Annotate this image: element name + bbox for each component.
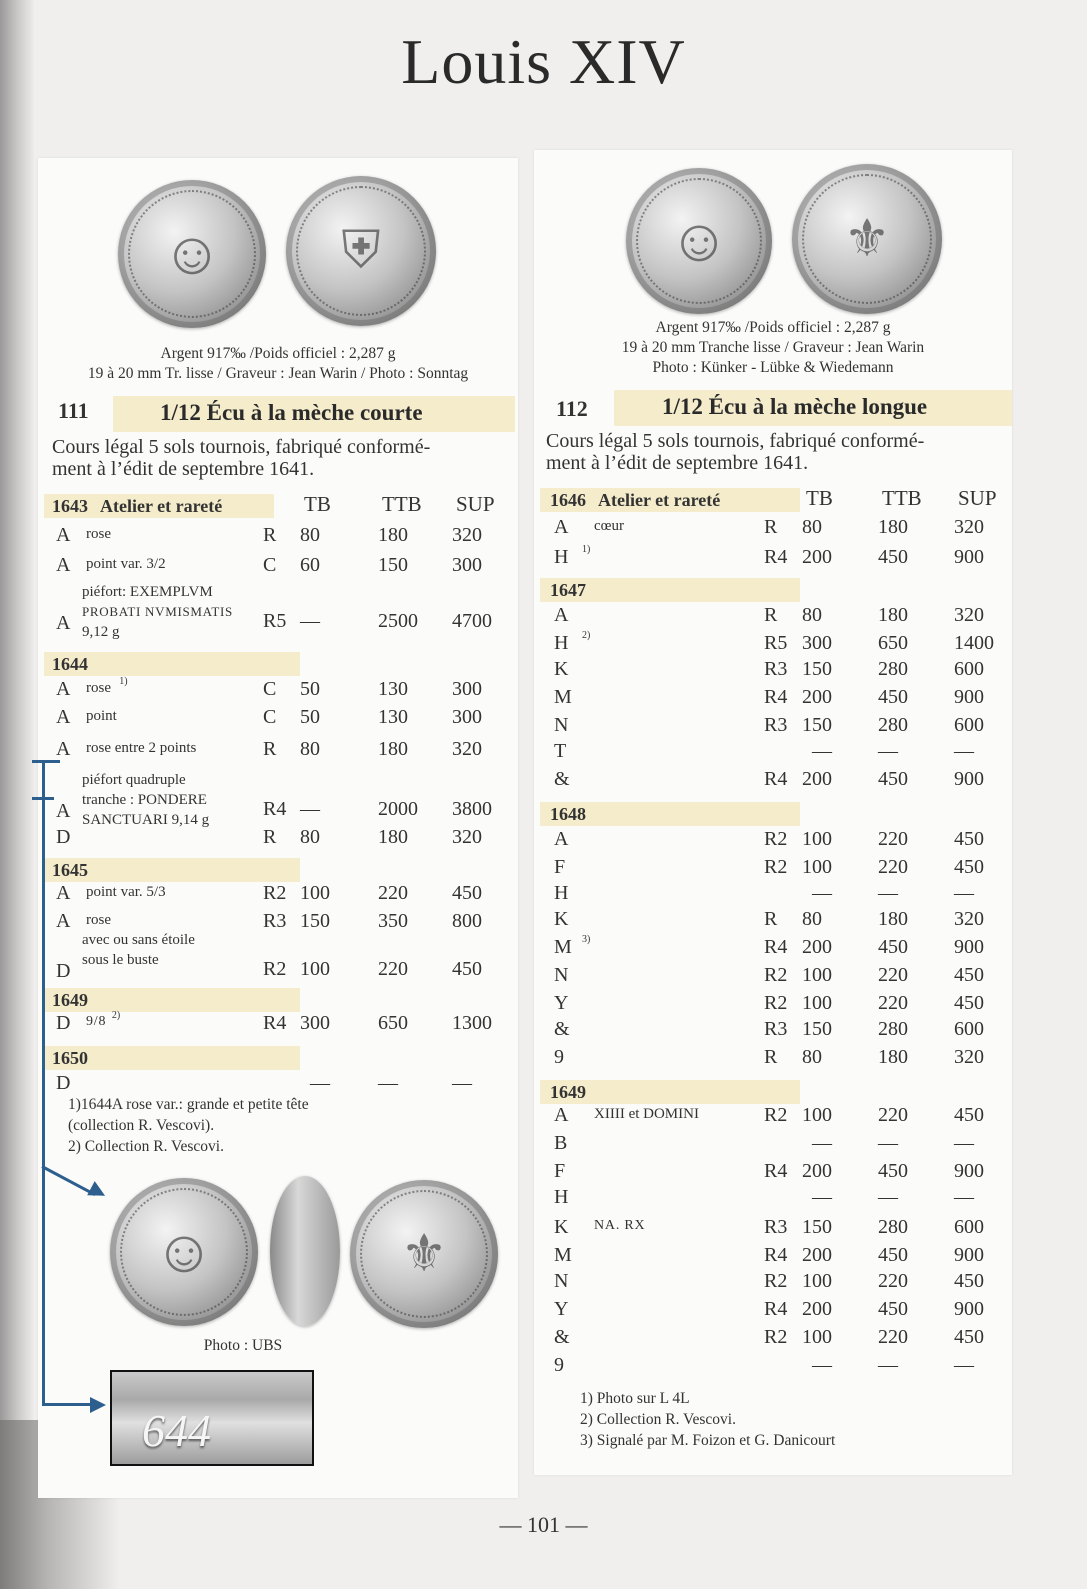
- rarity: R2: [764, 1104, 788, 1126]
- rarity: C: [263, 678, 277, 700]
- price-tb: 100: [300, 882, 330, 904]
- price-ttb: 280: [878, 1216, 908, 1238]
- book-gutter: [0, 0, 34, 1589]
- price-ttb: 450: [878, 936, 908, 958]
- mint-letter: F: [554, 1160, 566, 1182]
- price-sup: 900: [954, 686, 984, 708]
- coin-obverse-icon: ☺: [118, 180, 266, 328]
- price-sup: 4700: [452, 610, 492, 632]
- price-ttb: 180: [378, 738, 408, 760]
- catalog-entry-112: [534, 150, 1012, 1475]
- price-sup: 320: [452, 738, 482, 760]
- year-label: 1647: [550, 580, 586, 600]
- catalog-number: 112: [556, 396, 588, 421]
- coin-reverse-icon: ⛨: [286, 176, 436, 326]
- header-ttb: TTB: [382, 492, 422, 516]
- mint-letter: H: [554, 882, 569, 904]
- price-tb: 200: [802, 1160, 832, 1182]
- rarity: R2: [263, 958, 287, 980]
- price-tb: 100: [300, 958, 330, 980]
- price-tb: —: [812, 1354, 832, 1376]
- price-tb: —: [812, 740, 832, 762]
- price-sup: 800: [452, 910, 482, 932]
- price-tb: 50: [300, 678, 320, 700]
- price-ttb: 450: [878, 768, 908, 790]
- rarity: R: [764, 1046, 778, 1068]
- price-sup: 1300: [452, 1012, 492, 1034]
- rarity: R3: [263, 910, 287, 932]
- price-sup: 320: [954, 604, 984, 626]
- row-description: 9,12 g: [82, 624, 120, 640]
- mint-letter: F: [554, 856, 566, 878]
- price-ttb: 2000: [378, 798, 418, 820]
- price-ttb: 650: [378, 1012, 408, 1034]
- price-sup: —: [954, 1186, 974, 1208]
- rarity: R4: [263, 1012, 287, 1034]
- price-sup: 3800: [452, 798, 492, 820]
- price-tb: 50: [300, 706, 320, 728]
- price-sup: 450: [954, 992, 984, 1014]
- row-description: point: [86, 708, 117, 724]
- price-sup: 450: [954, 1104, 984, 1126]
- price-sup: 320: [954, 1046, 984, 1068]
- catalog-heading: [534, 390, 1012, 426]
- rarity: R: [263, 826, 277, 848]
- row-description: cœur: [594, 518, 624, 534]
- price-sup: 320: [954, 516, 984, 538]
- price-sup: 1400: [954, 632, 994, 654]
- mint-letter: A: [56, 882, 71, 904]
- price-ttb: 180: [878, 1046, 908, 1068]
- price-tb: 80: [300, 738, 320, 760]
- header-sup: SUP: [958, 486, 997, 510]
- mint-letter: &: [554, 1018, 570, 1040]
- price-ttb: 220: [878, 964, 908, 986]
- rarity: R5: [764, 632, 788, 654]
- price-tb: —: [310, 1072, 330, 1094]
- price-sup: 450: [452, 958, 482, 980]
- mint-letter: H: [554, 632, 569, 654]
- coin-caption: Argent 917‰ /Poids officiel : 2,287 g 19 à 20 mm Tranche lisse / Graveur : Jean Warin Photo : Künker - Lübke & Wiedemann: [621, 319, 925, 376]
- row-description: rose: [86, 526, 111, 542]
- price-ttb: —: [878, 1354, 898, 1376]
- price-ttb: 450: [878, 546, 908, 568]
- price-sup: 450: [954, 1326, 984, 1348]
- price-ttb: 280: [878, 714, 908, 736]
- footnote-ref: 1): [119, 676, 128, 687]
- year-label: 1648: [550, 804, 586, 824]
- price-ttb: 220: [878, 1326, 908, 1348]
- price-sup: —: [954, 1132, 974, 1154]
- mint-letter: A: [56, 678, 71, 700]
- row-description: XIIII et DOMINI: [594, 1106, 699, 1122]
- header-title: Atelier et rareté: [100, 496, 223, 516]
- price-tb: 80: [802, 908, 822, 930]
- row-description: point var. 5/3: [86, 884, 166, 900]
- arrow-right-icon: [90, 1397, 106, 1413]
- price-ttb: 180: [878, 604, 908, 626]
- rarity: R: [764, 908, 778, 930]
- price-sup: 600: [954, 714, 984, 736]
- price-tb: 200: [802, 936, 832, 958]
- rarity: R4: [263, 798, 287, 820]
- catalog-title: 1/12 Écu à la mèche longue: [662, 394, 928, 419]
- price-sup: 900: [954, 1244, 984, 1266]
- price-ttb: 220: [878, 828, 908, 850]
- mint-letter: A: [554, 1104, 569, 1126]
- price-tb: 100: [802, 964, 832, 986]
- mint-letter: B: [554, 1132, 568, 1154]
- price-ttb: 220: [378, 958, 408, 980]
- price-ttb: —: [378, 1072, 398, 1094]
- price-tb: 80: [802, 604, 822, 626]
- price-sup: 320: [954, 908, 984, 930]
- rarity: R2: [263, 882, 287, 904]
- footnote-ref: 2): [582, 630, 591, 641]
- rarity: R: [764, 516, 778, 538]
- coin-reverse-ubs-icon: ⚜: [350, 1180, 498, 1328]
- row-description: 9/8: [86, 1014, 107, 1029]
- mint-letter: &: [554, 1326, 570, 1348]
- rarity: C: [263, 554, 277, 576]
- header-tb: TB: [806, 486, 833, 510]
- price-sup: 450: [954, 1270, 984, 1292]
- year-label: 1650: [52, 1048, 88, 1068]
- footnotes: 1) Photo sur L 4L 2) Collection R. Vescovi. 3) Signalé par M. Foizon et G. Danicourt: [580, 1390, 836, 1449]
- row-description: rose entre 2 points: [86, 740, 197, 756]
- row-description: PROBATI NVMISMATIS: [82, 604, 233, 619]
- price-sup: 900: [954, 768, 984, 790]
- row-description: avec ou sans étoile: [82, 932, 195, 948]
- rarity: R3: [764, 714, 788, 736]
- rarity: C: [263, 706, 277, 728]
- price-ttb: —: [878, 1186, 898, 1208]
- rarity: R2: [764, 828, 788, 850]
- mint-letter: A: [554, 604, 569, 626]
- rarity: R5: [263, 610, 287, 632]
- price-ttb: 220: [378, 882, 408, 904]
- price-ttb: 650: [878, 632, 908, 654]
- rarity: R: [263, 738, 277, 760]
- price-sup: 300: [452, 678, 482, 700]
- price-sup: 300: [452, 706, 482, 728]
- catalog-intro: Cours légal 5 sols tournois, fabriqué conformé- ment à l’édit de septembre 1641.: [52, 436, 431, 480]
- price-sup: 900: [954, 546, 984, 568]
- price-sup: 600: [954, 1018, 984, 1040]
- price-sup: 320: [452, 524, 482, 546]
- price-sup: 450: [954, 828, 984, 850]
- header-ttb: TTB: [882, 486, 922, 510]
- catalog-title: 1/12 Écu à la mèche courte: [160, 400, 423, 425]
- mint-letter: D: [56, 960, 71, 982]
- catalog-entry-111: [38, 158, 518, 1498]
- price-ttb: 220: [878, 992, 908, 1014]
- mint-letter: Y: [554, 1298, 569, 1320]
- year-label: 1645: [52, 860, 88, 880]
- page-title: Louis XIV: [401, 26, 686, 97]
- price-ttb: 220: [878, 1270, 908, 1292]
- rarity: R4: [764, 1160, 788, 1182]
- price-ttb: 180: [878, 516, 908, 538]
- row-description: rose: [86, 680, 111, 696]
- mint-letter: A: [554, 516, 569, 538]
- rarity: R4: [764, 768, 788, 790]
- price-tb: 200: [802, 1244, 832, 1266]
- price-ttb: —: [878, 1132, 898, 1154]
- mint-letter: M: [554, 686, 572, 708]
- price-tb: —: [812, 882, 832, 904]
- price-sup: 450: [954, 964, 984, 986]
- rarity: R4: [764, 1244, 788, 1266]
- price-ttb: —: [878, 882, 898, 904]
- rarity: R2: [764, 1270, 788, 1292]
- price-ttb: 450: [878, 1244, 908, 1266]
- mint-letter: M: [554, 1244, 572, 1266]
- catalog-number: 111: [58, 398, 89, 423]
- price-sup: —: [954, 740, 974, 762]
- price-tb: 100: [802, 1326, 832, 1348]
- row-description: SANCTUARI 9,14 g: [82, 812, 210, 828]
- price-tb: 200: [802, 686, 832, 708]
- price-sup: 300: [452, 554, 482, 576]
- price-ttb: 220: [878, 1104, 908, 1126]
- footnote-ref: 2): [111, 1010, 121, 1021]
- arrow-line: [42, 1403, 92, 1406]
- rarity: R4: [764, 546, 788, 568]
- mint-letter: A: [56, 524, 71, 546]
- rarity: R: [764, 604, 778, 626]
- mint-letter: A: [56, 800, 71, 822]
- mint-letter: A: [56, 706, 71, 728]
- price-ttb: 450: [878, 686, 908, 708]
- price-tb: 300: [802, 632, 832, 654]
- price-tb: 200: [802, 546, 832, 568]
- catalog-intro: Cours légal 5 sols tournois, fabriqué conformé- ment à l’édit de septembre 1641.: [546, 430, 925, 474]
- price-ttb: 220: [878, 856, 908, 878]
- row-description: tranche : PONDERE: [82, 792, 207, 808]
- mint-letter: H: [554, 546, 569, 568]
- price-tb: 60: [300, 554, 320, 576]
- catalog-heading: [38, 396, 518, 432]
- price-tb: 300: [300, 1012, 330, 1034]
- price-tb: 80: [802, 516, 822, 538]
- price-tb: 100: [802, 1270, 832, 1292]
- price-ttb: 2500: [378, 610, 418, 632]
- price-sup: 320: [452, 826, 482, 848]
- coin-obverse-ubs-icon: ☺: [110, 1178, 258, 1326]
- mint-letter: N: [554, 964, 569, 986]
- price-tb: 200: [802, 768, 832, 790]
- price-ttb: 450: [878, 1160, 908, 1182]
- footnote-ref: 3): [582, 934, 591, 945]
- mint-letter: H: [554, 1186, 569, 1208]
- price-tb: —: [300, 798, 320, 820]
- mint-letter: K: [554, 908, 569, 930]
- header-year: 1643: [52, 496, 88, 516]
- price-sup: 900: [954, 1160, 984, 1182]
- price-sup: 600: [954, 658, 984, 680]
- price-ttb: —: [878, 740, 898, 762]
- mint-letter: D: [56, 1072, 71, 1094]
- header-year: 1646: [550, 490, 586, 510]
- mint-letter: D: [56, 826, 71, 848]
- price-tb: 100: [802, 856, 832, 878]
- price-tb: 150: [300, 910, 330, 932]
- rarity: R2: [764, 992, 788, 1014]
- mint-letter: N: [554, 1270, 569, 1292]
- rarity: R3: [764, 658, 788, 680]
- footnote-ref: 1): [582, 544, 591, 555]
- rarity: R4: [764, 686, 788, 708]
- mint-letter: A: [56, 910, 71, 932]
- mint-letter: 9: [554, 1354, 564, 1376]
- price-ttb: 280: [878, 1018, 908, 1040]
- price-sup: 900: [954, 936, 984, 958]
- price-sup: —: [452, 1072, 472, 1094]
- price-ttb: 150: [378, 554, 408, 576]
- rarity: R: [263, 524, 277, 546]
- header-title: Atelier et rareté: [598, 490, 721, 510]
- mint-letter: M: [554, 936, 572, 958]
- coin-caption: Argent 917‰ /Poids officiel : 2,287 g 19 à 20 mm Tr. lisse / Graveur : Jean Warin / Photo : Sonntag: [87, 345, 469, 382]
- price-sup: 600: [954, 1216, 984, 1238]
- year-label: 1644: [52, 654, 88, 674]
- footnotes: 1)1644A rose var.: grande et petite tête (collection R. Vescovi). 2) Collection R. Vescovi.: [68, 1096, 309, 1155]
- price-tb: 80: [300, 826, 320, 848]
- mint-letter: 9: [554, 1046, 564, 1068]
- price-tb: 100: [802, 992, 832, 1014]
- row-description: piéfort: EXEMPLVM: [82, 584, 213, 600]
- row-description: sous le buste: [82, 952, 159, 968]
- arrow-line: [42, 760, 45, 1405]
- rarity: R3: [764, 1216, 788, 1238]
- price-ttb: 450: [878, 1298, 908, 1320]
- price-ttb: 350: [378, 910, 408, 932]
- price-sup: 450: [954, 856, 984, 878]
- price-tb: —: [300, 610, 320, 632]
- price-tb: 150: [802, 1216, 832, 1238]
- price-tb: 150: [802, 1018, 832, 1040]
- mint-letter: Y: [554, 992, 569, 1014]
- header-sup: SUP: [456, 492, 495, 516]
- price-sup: 450: [452, 882, 482, 904]
- year-label: 1649: [550, 1082, 586, 1102]
- price-tb: 150: [802, 658, 832, 680]
- price-ttb: 130: [378, 678, 408, 700]
- coin-obverse-icon: ☺: [626, 168, 772, 314]
- price-tb: —: [812, 1132, 832, 1154]
- price-ttb: 180: [378, 524, 408, 546]
- photo-caption: Photo : UBS: [203, 1337, 283, 1354]
- price-ttb: 280: [878, 658, 908, 680]
- page-number: — 101 —: [499, 1512, 588, 1537]
- mint-letter: A: [56, 554, 71, 576]
- row-description: NA. RX: [594, 1218, 646, 1233]
- price-sup: 900: [954, 1298, 984, 1320]
- coin-reverse-icon: ⚜: [792, 164, 942, 314]
- price-tb: 80: [300, 524, 320, 546]
- rarity: R2: [764, 964, 788, 986]
- row-description: piéfort quadruple: [82, 772, 186, 788]
- mint-letter: N: [554, 714, 569, 736]
- price-ttb: 180: [878, 908, 908, 930]
- price-tb: 150: [802, 714, 832, 736]
- price-ttb: 130: [378, 706, 408, 728]
- coin-edge-icon: [270, 1176, 340, 1326]
- rarity: R2: [764, 1326, 788, 1348]
- rarity: R4: [764, 936, 788, 958]
- mint-letter: A: [56, 612, 71, 634]
- row-description: rose: [86, 912, 111, 928]
- price-tb: 100: [802, 1104, 832, 1126]
- mint-letter: D: [56, 1012, 71, 1034]
- mint-letter: T: [554, 740, 567, 762]
- price-sup: —: [954, 882, 974, 904]
- mint-letter: K: [554, 658, 569, 680]
- rarity: R3: [764, 1018, 788, 1040]
- date-detail-photo: 644: [110, 1370, 314, 1466]
- year-label: 1649: [52, 990, 88, 1010]
- price-tb: 100: [802, 828, 832, 850]
- row-description: point var. 3/2: [86, 556, 166, 572]
- rarity: R4: [764, 1298, 788, 1320]
- rarity: R2: [764, 856, 788, 878]
- price-tb: 200: [802, 1298, 832, 1320]
- price-ttb: 180: [378, 826, 408, 848]
- price-tb: 80: [802, 1046, 822, 1068]
- mint-letter: A: [554, 828, 569, 850]
- price-sup: —: [954, 1354, 974, 1376]
- arrow-line: [32, 760, 60, 763]
- header-tb: TB: [304, 492, 331, 516]
- price-tb: —: [812, 1186, 832, 1208]
- mint-letter: A: [56, 738, 71, 760]
- mint-letter: &: [554, 768, 570, 790]
- mint-letter: K: [554, 1216, 569, 1238]
